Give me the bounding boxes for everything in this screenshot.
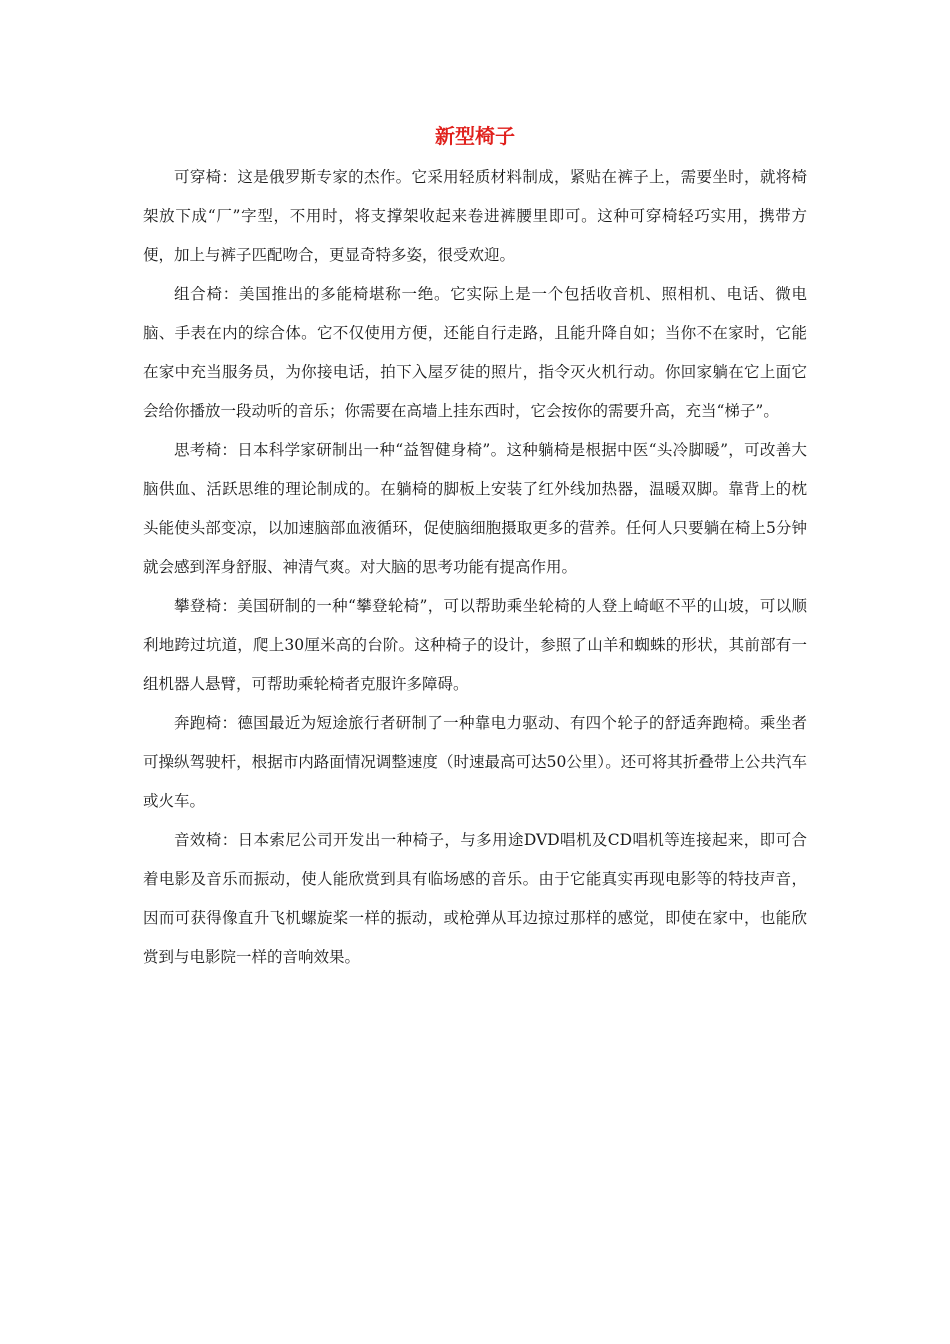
paragraph-sound-effect-chair: 音效椅：日本索尼公司开发出一种椅子，与多用途DVD唱机及CD唱机等连接起来，即可合着电影及音乐而振动，使人能欣赏到具有临场感的音乐。由于它能真实再现电影等的特技声音，因而可获得像直升飞机螺旋桨一样的振动，或枪弹从耳边掠过那样的感觉，即使在家中，也能欣赏到与电影院一样的音响效果。: [143, 831, 807, 966]
paragraph-running-chair: 奔跑椅：德国最近为短途旅行者研制了一种靠电力驱动、有四个轮子的舒适奔跑椅。乘坐者可操纵驾驶杆，根据市内路面情况调整速度（时速最高可达50公里）。还可将其折叠带上公共汽车或火车。: [143, 714, 807, 810]
paragraph-combination-chair: 组合椅：美国推出的多能椅堪称一绝。它实际上是一个包括收音机、照相机、电话、微电脑、手表在内的综合体。它不仅使用方便，还能自行走路，且能升降自如；当你不在家时，它能在家中充当服务员，为你接电话，拍下入屋歹徒的照片，指令灭火机行动。你回家躺在它上面它会给你播放一段动听的音乐；你需要在高墙上挂东西时，它会按你的需要升高，充当“梯子”。: [143, 285, 807, 420]
paragraph-thinking-chair: 思考椅：日本科学家研制出一种“益智健身椅”。这种躺椅是根据中医“头冷脚暖”，可改善大脑供血、活跃思维的理论制成的。在躺椅的脚板上安装了红外线加热器，温暖双脚。靠背上的枕头能使头部变凉，以加速脑部血液循环，促使脑细胞摄取更多的营养。任何人只要躺在椅上5分钟就会感到浑身舒服、神清气爽。对大脑的思考功能有提高作用。: [143, 441, 807, 576]
document-title: 新型椅子: [435, 124, 515, 148]
paragraph-climbing-chair: 攀登椅：美国研制的一种“攀登轮椅”，可以帮助乘坐轮椅的人登上崎岖不平的山坡，可以顺利地跨过坑道，爬上30厘米高的台阶。这种椅子的设计，参照了山羊和蜘蛛的形状，其前部有一组机器人悬臂，可帮助乘轮椅者克服许多障碍。: [143, 597, 807, 693]
document-page: [143, 118, 807, 977]
paragraph-wearable-chair: 可穿椅：这是俄罗斯专家的杰作。它采用轻质材料制成，紧贴在裤子上，需要坐时，就将椅架放下成“厂”字型，不用时，将支撑架收起来卷进裤腰里即可。这种可穿椅轻巧实用，携带方便，加上与裤子匹配吻合，更显奇特多姿，很受欢迎。: [143, 168, 807, 264]
